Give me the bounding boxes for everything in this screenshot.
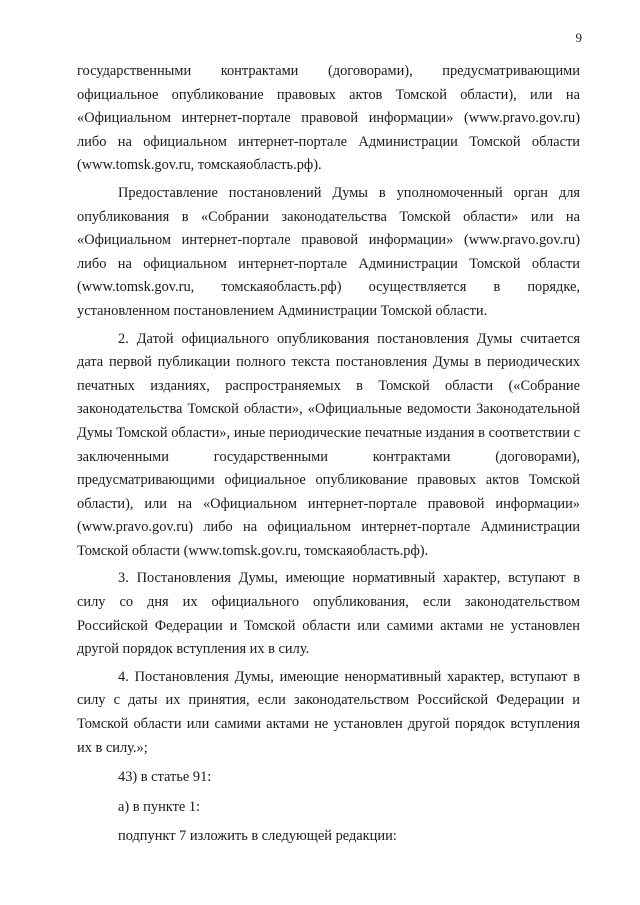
page-number: 9 [575, 30, 582, 45]
paragraph-article-91: 43) в статье 91: [118, 769, 212, 786]
paragraph-subclause-7: подпункт 7 изложить в следующей редакции: [118, 828, 397, 845]
paragraph-item-2: 2. Датой официального опубликования постановления Думы считается дата первой публикации полного текста постановления Думы в периодических печатных изданиях, распространяемых в Томской области («Собрание законодательства Томской области», «Официальные ведомости Законодательной Думы Томской области», иные периодические печатные издания в соответствии с заключенными государственными контрактами (договорами), предусматривающими официальное опубликование правовых актов Томской области), или на «Официальном интернет-портале правовой информации» (www.pravo.gov.ru) либо на официальном интернет-портале Администрации Томской области (www.tomsk.gov.ru, томскаяобласть.рф). [77, 330, 580, 559]
paragraph-clause-a: а) в пункте 1: [118, 798, 201, 815]
paragraph-continuation: государственными контрактами (договорами), предусматривающими официальное опубликование правовых актов Томской области), или на «Официальном интернет-портале правовой информации» (www.pravo.gov.ru) либо на официальном интернет-портале Администрации Томской области (www.tomsk.gov.ru, томскаяобласть.рф). [77, 63, 580, 174]
paragraph-item-3: 3. Постановления Думы, имеющие нормативный характер, вступают в силу со дня их официального опубликования, если законодательством Российской Федерации и Томской области или самими актами не установлен другой порядок вступления их в силу. [77, 570, 580, 658]
document-body [77, 60, 580, 849]
paragraph-submission-procedure: Предоставление постановлений Думы в уполномоченный орган для опубликования в «Собрании законодательства Томской области» или на «Официальном интернет-портале правовой информации» (www.pravo.gov.ru) либо на официальном интернет-портале Администрации Томской области (www.tomsk.gov.ru, томскаяобласть.рф) осуществляется в порядке, установленном постановлением Администрации Томской области. [77, 184, 580, 319]
paragraph-item-4: 4. Постановления Думы, имеющие ненормативный характер, вступают в силу с даты их принятия, если законодательством Российской Федерации и Томской области или самими актами не установлен другой порядок вступления их в силу.»; [77, 668, 580, 756]
